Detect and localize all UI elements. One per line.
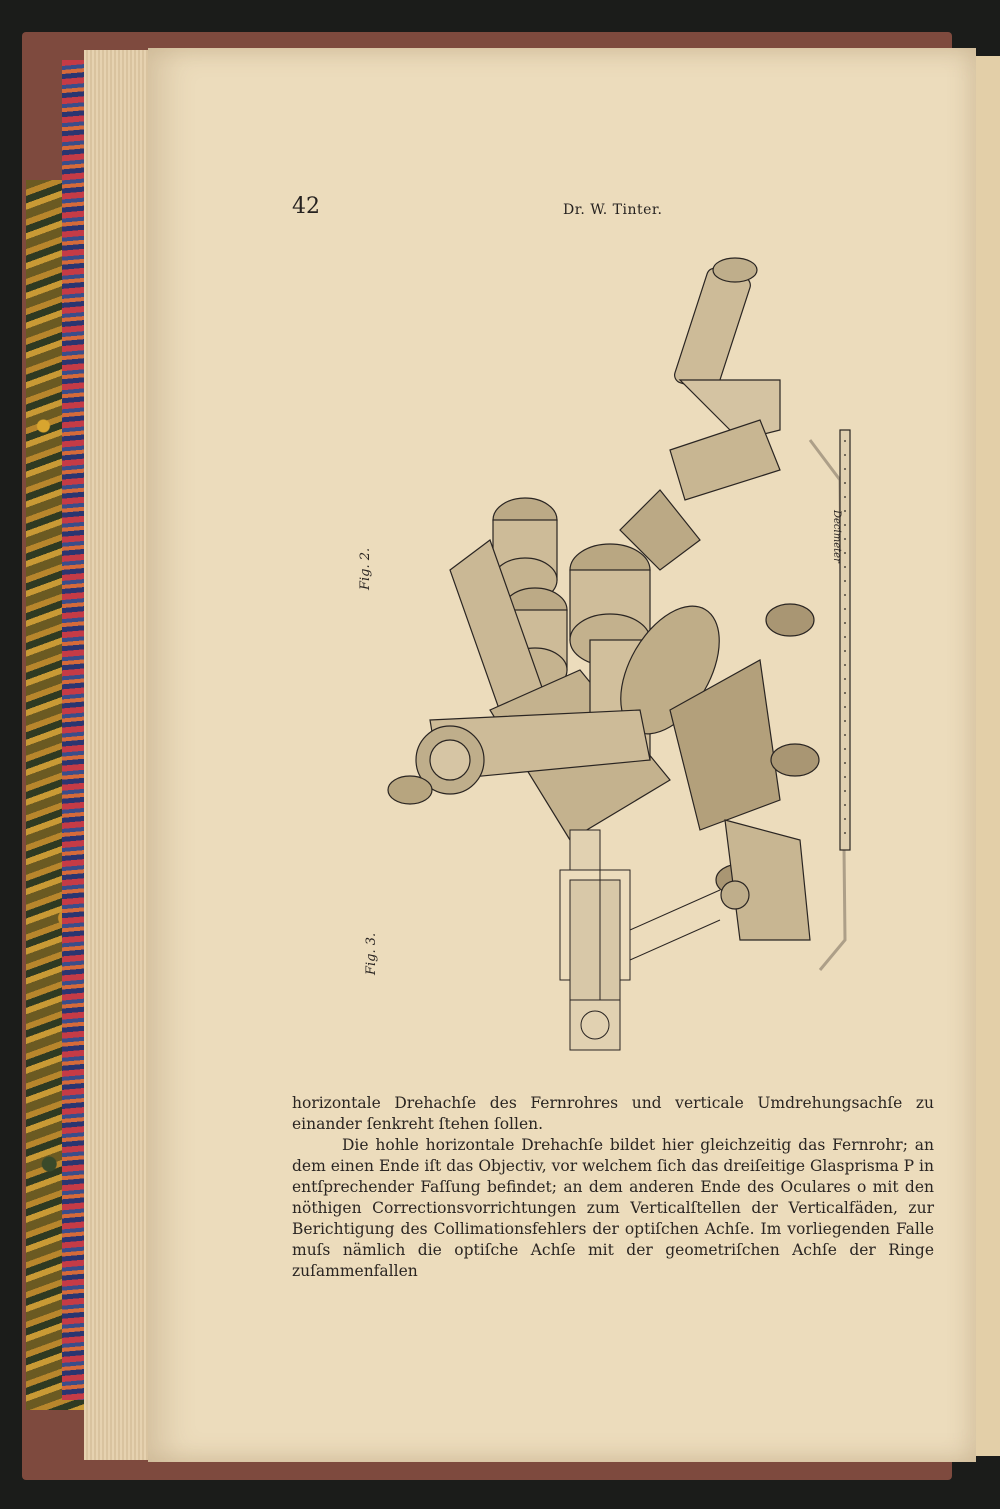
scale-label: Decimeter	[831, 510, 842, 563]
fig2-label: Fig. 2.	[358, 547, 373, 590]
facing-page-edge	[972, 56, 1000, 1456]
instrument-illustration	[340, 240, 860, 1090]
page-number: 42	[292, 194, 320, 219]
fig3-sketch	[560, 830, 720, 1050]
page-stack-edge	[84, 50, 154, 1460]
fig3-label: Fig. 3.	[364, 932, 379, 975]
upper-eyepiece	[673, 258, 780, 440]
paragraph-2: Die hohle horizontale Drehachſe bildet hier gleichzeitig das Fernrohr; an dem einen Ende iſt das Objectiv, vor welchem ſich das dreiſeitige Glasprisma P in entſprechender Faſſung befindet; an dem anderen Ende des Oculares o mit den nöthigen Correctionsvorrichtungen zum Verticalſtellen der Verticalfäden, zur Berichtigung des Collimationsfehlers der optiſchen Achſe. Im vorliegenden Falle muſs nämlich die optiſche Achſe mit der geometriſchen Achſe der Ringe zuſammenfallen	[292, 1136, 934, 1280]
marbled-page-edge	[62, 60, 84, 1400]
running-head: Dr. W. Tinter.	[563, 202, 663, 218]
body-text	[292, 1093, 934, 1282]
paragraph-1: horizontale Drehachſe des Fernrohres und verticale Umdrehungsachſe zu einander ſenkreht ſtehen ſollen.	[292, 1094, 934, 1133]
